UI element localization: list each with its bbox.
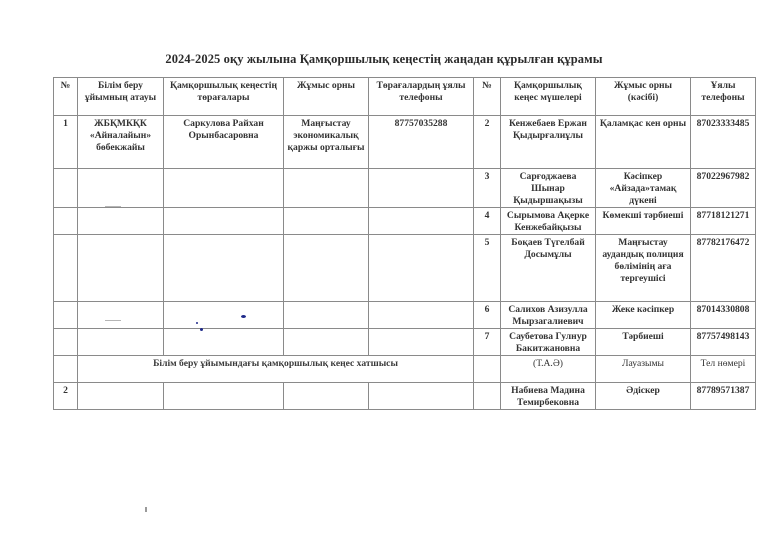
member-phone: 87014330808 bbox=[691, 302, 756, 329]
member-name: Кенжебаев Ержан Қыдырғалиұлы bbox=[501, 116, 596, 169]
chair-phone: 87757035288 bbox=[369, 116, 474, 169]
member-phone: 87718121271 bbox=[691, 208, 756, 235]
header-member-phone: Ұялы телефоны bbox=[691, 78, 756, 116]
secretary-position: Әдіскер bbox=[596, 383, 691, 410]
member-workplace: Кәсіпкер «Айзада»тамақ дүкені bbox=[596, 169, 691, 208]
header-members: Қамқоршылық кеңес мүшелері bbox=[501, 78, 596, 116]
empty-cell bbox=[369, 235, 474, 302]
secretary-phone: 87789571387 bbox=[691, 383, 756, 410]
scan-mark bbox=[105, 320, 121, 321]
member-no: 4 bbox=[474, 208, 501, 235]
empty-cell bbox=[78, 235, 164, 302]
guardianship-council-table bbox=[53, 77, 756, 410]
empty-cell bbox=[369, 169, 474, 208]
secretary-no: 2 bbox=[54, 383, 78, 410]
empty-cell bbox=[54, 169, 78, 208]
header-member-workplace: Жұмыс орны (кәсібі) bbox=[596, 78, 691, 116]
header-chair-phone: Төрағалардың ұялы телефоны bbox=[369, 78, 474, 116]
empty-cell bbox=[164, 169, 284, 208]
member-workplace: Жеке кәсіпкер bbox=[596, 302, 691, 329]
scan-mark bbox=[105, 206, 121, 207]
chair-no: 1 bbox=[54, 116, 78, 169]
empty-cell bbox=[54, 208, 78, 235]
header-organization: Білім беру ұйымның атауы bbox=[78, 78, 164, 116]
header-member-no: № bbox=[474, 78, 501, 116]
empty-cell bbox=[284, 235, 369, 302]
empty-cell bbox=[164, 208, 284, 235]
empty-cell bbox=[284, 169, 369, 208]
empty-cell bbox=[54, 235, 78, 302]
empty-cell bbox=[369, 383, 474, 410]
empty-cell bbox=[164, 235, 284, 302]
empty-cell bbox=[54, 329, 78, 356]
scan-mark bbox=[145, 507, 147, 512]
document-title: 2024-2025 оқу жылына Қамқоршылық кеңестің жаңадан құрылған құрамы bbox=[165, 52, 603, 66]
header-row bbox=[54, 78, 756, 116]
secretary-phone-header: Тел нөмері bbox=[691, 356, 756, 383]
chair-workplace: Маңғыстау экономикалық қаржы орталығы bbox=[284, 116, 369, 169]
empty-cell bbox=[164, 383, 284, 410]
member-phone: 87022967982 bbox=[691, 169, 756, 208]
secretary-header-row bbox=[54, 356, 756, 383]
member-name: Сарғоджаева Шынар Қыдыршақызы bbox=[501, 169, 596, 208]
empty-cell bbox=[54, 356, 78, 383]
empty-cell bbox=[369, 208, 474, 235]
empty-cell bbox=[369, 302, 474, 329]
empty-cell bbox=[284, 329, 369, 356]
header-chairs: Қамқоршылық кеңестің төрағалары bbox=[164, 78, 284, 116]
member-workplace: Тәрбиеші bbox=[596, 329, 691, 356]
ink-spot bbox=[200, 328, 203, 331]
member-name: Сырымова Ақерке Кенжебайқызы bbox=[501, 208, 596, 235]
header-workplace: Жұмыс орны bbox=[284, 78, 369, 116]
empty-cell bbox=[474, 383, 501, 410]
empty-cell bbox=[78, 208, 164, 235]
table-row bbox=[54, 302, 756, 329]
table-row bbox=[54, 235, 756, 302]
table-row bbox=[54, 329, 756, 356]
empty-cell bbox=[369, 329, 474, 356]
empty-cell bbox=[284, 383, 369, 410]
empty-cell bbox=[474, 356, 501, 383]
member-phone: 87023333485 bbox=[691, 116, 756, 169]
empty-cell bbox=[54, 302, 78, 329]
empty-cell bbox=[78, 302, 164, 329]
empty-cell bbox=[284, 208, 369, 235]
table-row bbox=[54, 208, 756, 235]
member-workplace: Маңғыстау аудандық полиция бөлімінің аға тергеушісі bbox=[596, 235, 691, 302]
header-no: № bbox=[54, 78, 78, 116]
empty-cell bbox=[164, 302, 284, 329]
member-no: 6 bbox=[474, 302, 501, 329]
member-name: Боқаев Түгелбай Досымұлы bbox=[501, 235, 596, 302]
member-name: Саубетова Гулнур Бакитжановна bbox=[501, 329, 596, 356]
empty-cell bbox=[284, 302, 369, 329]
secretary-label: Білім беру ұйымындағы қамқоршылық кеңес хатшысы bbox=[78, 356, 474, 383]
member-no: 3 bbox=[474, 169, 501, 208]
secretary-position-header: Лауазымы bbox=[596, 356, 691, 383]
member-workplace: Қаламқас кен орны bbox=[596, 116, 691, 169]
member-phone: 87757498143 bbox=[691, 329, 756, 356]
secretary-fio-header: (Т.А.Ә) bbox=[501, 356, 596, 383]
ink-spot bbox=[241, 315, 246, 318]
empty-cell bbox=[78, 329, 164, 356]
member-no: 7 bbox=[474, 329, 501, 356]
organization-name: ЖБҚМКҚК «Айналайын» бөбекжайы bbox=[78, 116, 164, 169]
secretary-name: Набиева Мадина Темирбековна bbox=[501, 383, 596, 410]
member-name: Салихов Азизулла Мырзагалиевич bbox=[501, 302, 596, 329]
member-workplace: Көмекші тәрбиеші bbox=[596, 208, 691, 235]
empty-cell bbox=[164, 329, 284, 356]
secretary-row bbox=[54, 383, 756, 410]
member-no: 5 bbox=[474, 235, 501, 302]
table-row bbox=[54, 169, 756, 208]
empty-cell bbox=[78, 383, 164, 410]
chair-name: Саркулова Райхан Орынбасаровна bbox=[164, 116, 284, 169]
table-row bbox=[54, 116, 756, 169]
member-no: 2 bbox=[474, 116, 501, 169]
ink-spot bbox=[196, 322, 198, 324]
member-phone: 87782176472 bbox=[691, 235, 756, 302]
empty-cell bbox=[78, 169, 164, 208]
